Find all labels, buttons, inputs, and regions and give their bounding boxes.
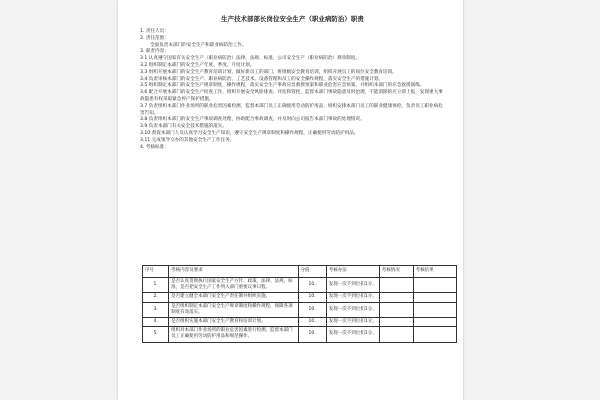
row-result (413, 278, 456, 293)
header-method: 考核办法 (326, 266, 379, 278)
row-method: 发现一次不到位扣1分。 (326, 302, 379, 317)
document-line: 3.5 组织制定本部门的安全生产规章制度，操作规程，落实安全生产事故应急救援预案和职业危害应急预案，并组织本部门的应急救援演练。 (140, 83, 425, 89)
document-body (140, 14, 445, 151)
header-content: 考核内容及要求 (169, 266, 298, 278)
row-content: 是否组织制定本部门安全生产规章制度和操作规程，保障各项制度有效落实。 (169, 302, 298, 317)
row-number: 4. (143, 318, 169, 327)
row-result (413, 318, 456, 327)
row-result (413, 327, 456, 342)
row-status (379, 293, 413, 302)
document-line: 4. 考核标准： (140, 144, 169, 150)
row-content: 是否建立健全本部门安全生产责任制并组织实施。 (169, 293, 298, 302)
document-line: 3.2 组织制定本部门的安全生产年度、季度、月度计划。 (140, 62, 255, 68)
row-method: 发现一次不到位扣1分。 (326, 318, 379, 327)
header-result: 考核结果 (413, 266, 456, 278)
assessment-table (142, 265, 457, 343)
header-no: 序号 (143, 266, 169, 278)
row-result (413, 302, 456, 317)
document-line: 3.8 负责组织本部门的安全生产事故调查处理，协助配合事故调查，并及时向公司报告本部门事故的处理情况。 (140, 117, 365, 123)
row-method: 发现一次不到位扣1分。 (326, 278, 379, 293)
row-method: 发现一次不到位扣1分。 (326, 293, 379, 302)
document-line: 全面负责本部门的安全生产和职业病防治工作。 (150, 42, 247, 48)
row-score: 10. (298, 318, 326, 327)
document-line: 3.6 配合开展本部门的安全生产检查工作，组织开展安全风险排查、评估和管控，监督本部门事故隐患及时治理，不能消除的应立即上报，发现重大事故隐患有权采取紧急停产保护措施。 (140, 90, 443, 102)
document-lines (140, 29, 445, 151)
table-body (143, 278, 457, 343)
header-status: 考核情况 (379, 266, 413, 278)
row-status (379, 278, 413, 293)
row-score: 10. (298, 302, 326, 317)
header-score: 分值 (298, 266, 326, 278)
table-row (143, 327, 457, 342)
row-score: 10. (298, 327, 326, 342)
row-score: 10. (298, 293, 326, 302)
row-content: 是否认真贯彻执行国家安全生产方针、政策、法律、法规、标准，是否把安全生产工作列入部门重要议事日程。 (169, 278, 298, 293)
row-number: 5. (143, 327, 169, 342)
document-line: 2. 责任范围： (140, 35, 169, 41)
row-status (379, 327, 413, 342)
document-line: 3.10 督促本部门人员认真学习安全生产知识，遵守安全生产规章制度和操作规程，正确使用劳动防护用品。 (140, 130, 359, 136)
document-line: 3. 职责内容： (140, 49, 169, 55)
row-method: 发现一次不到位扣1分。 (326, 327, 379, 342)
document-line: 3.3 组织开展本部门的安全生产教育培训计划，做好新员工的部门、班组级安全教育培训，组织开展员工的岗位安全教育培训。 (140, 69, 397, 75)
row-number: 2. (143, 293, 169, 302)
document-title: 生产技术部部长岗位安全生产（职业病防治）职责 (221, 15, 364, 23)
document-line: 1. 责任人员： (140, 29, 169, 34)
row-content: 是否组织实施本部门安全生产教育和培训计划。 (169, 318, 298, 327)
row-number: 3. (143, 302, 169, 317)
row-number: 1. (143, 278, 169, 293)
document-line: 3.9 负责本部门有关安全技术措施的落实。 (140, 124, 227, 130)
document-line: 3.11 完成领导交办的其他安全生产工作任务。 (140, 137, 235, 143)
row-status (379, 318, 413, 327)
document-line: 3.1 认真遵守国家有关安全生产（职业病防治）法律、法规、标准，公司安全生产（职业病防治）规章制度。 (140, 56, 361, 62)
table-row (143, 293, 457, 302)
row-score: 10. (298, 278, 326, 293)
table-header-row (143, 266, 457, 278)
table-row (143, 278, 457, 293)
row-status (379, 302, 413, 317)
document-line: 3.7 负责组织本部门作业场所的职业危害因素检测，监督本部门员工正确使用劳动防护用品，组织安排本部门员工的职业健康体检，负责员工职业病危害告知。 (140, 103, 443, 116)
table-row (143, 318, 457, 327)
row-result (413, 293, 456, 302)
document-line: 3.4 负责审核本部门的安全生产、职业病防治、工艺技术、设备管理和员工的安全操作规程，落实安全生产的措施计划。 (140, 76, 384, 82)
table-row (143, 302, 457, 317)
row-content: 组织对本部门作业场所的职业危害因素进行检测，监督本部门员工正确使用劳动防护用品和规范操作。 (169, 327, 298, 342)
